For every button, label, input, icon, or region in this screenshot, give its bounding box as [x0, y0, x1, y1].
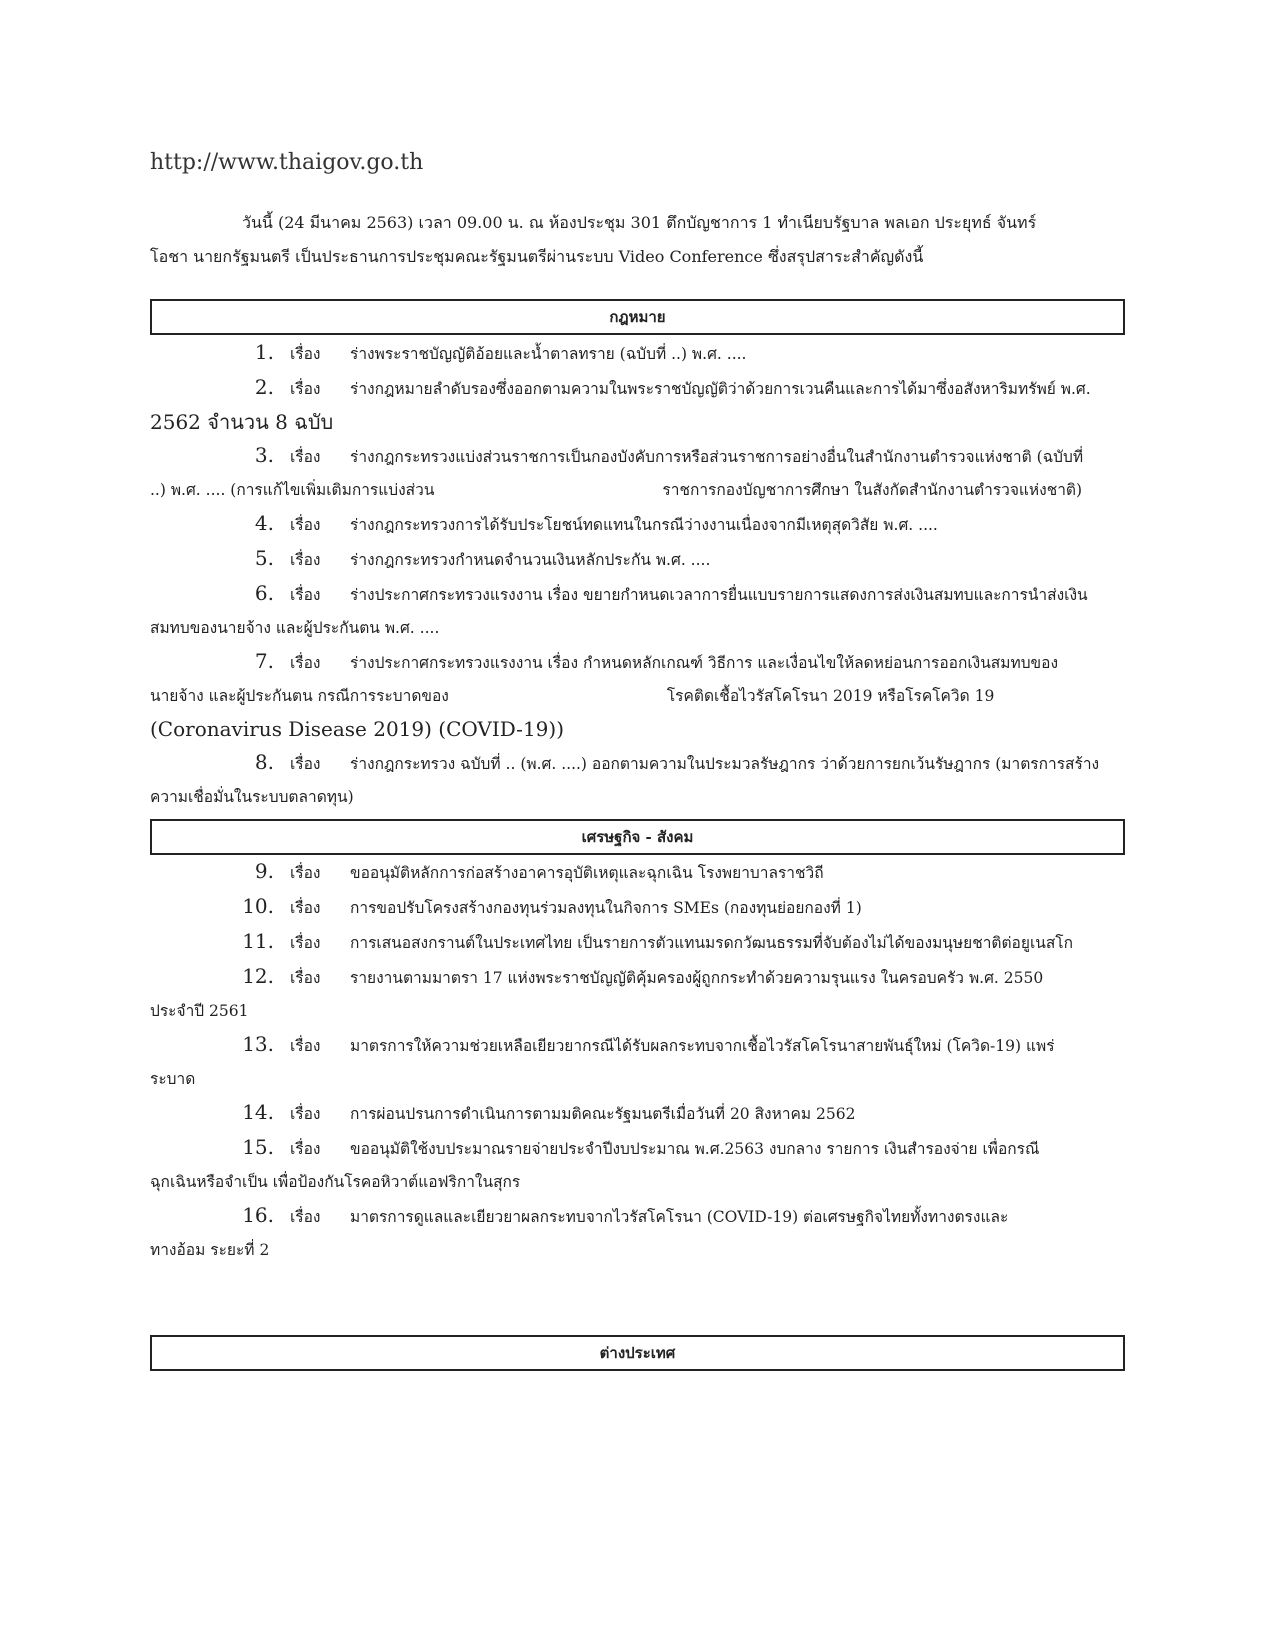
list-item: 7. เรื่อง ร่างประกาศกระทรวงแรงงาน เรื่อง กำหนดหลักเกณฑ์ วิธีการ และเงื่อนไขให้ลดหย่อนการออกเงินสมทบของ [254, 649, 1059, 673]
list-item-continuation: ฉุกเฉินหรือจำเป็น เพื่อป้องกันโรคอหิวาต์แอฟริกาในสุกร [150, 1173, 521, 1191]
law-list [150, 336, 1125, 814]
list-item: 16. เรื่อง มาตรการดูแลและเยียวยาผลกระทบจากไวรัสโคโรนา (COVID-19) ต่อเศรษฐกิจไทยทั้งทางตรงและ [242, 1203, 1009, 1227]
list-item: 13. เรื่อง มาตรการให้ความช่วยเหลือเยียวยากรณีได้รับผลกระทบจากเชื้อไวรัสโคโรนาสายพันธุ์ใหม่ (โควิด-19) แพร่ [242, 1032, 1055, 1056]
list-item: 10. เรื่อง การขอปรับโครงสร้างกองทุนร่วมลงทุนในกิจการ SMEs (กองทุนย่อยกองที่ 1) [242, 894, 862, 918]
list-item-continuation: ระบาด [150, 1070, 196, 1088]
list-item: 1. เรื่อง ร่างพระราชบัญญัติอ้อยและน้ำตาลทราย (ฉบับที่ ..) พ.ศ. .... [254, 340, 747, 364]
intro-line-1 [150, 206, 1120, 240]
list-item-continuation: นายจ้าง และผู้ประกันตน กรณีการระบาดของ โรคติดเชื้อไวรัสโคโรนา 2019 หรือโรคโควิด 19 [150, 687, 995, 705]
list-item-continuation: ทางอ้อม ระยะที่ 2 [150, 1241, 270, 1259]
list-item-continuation: ..) พ.ศ. .... (การแก้ไขเพิ่มเติมการแบ่งส่วน ราชการกองบัญชาการศึกษา ในสังกัดสำนักงานตำรวจแห่งชาติ) [150, 481, 1083, 499]
list-item: 14. เรื่อง การผ่อนปรนการดำเนินการตามมติคณะรัฐมนตรีเมื่อวันที่ 20 สิงหาคม 2562 [242, 1100, 856, 1124]
intro-line-2: โอชา นายกรัฐมนตรี เป็นประธานการประชุมคณะรัฐมนตรีผ่านระบบ Video Conference ซึ่งสรุปสาระสำคัญดังนี้ [150, 247, 924, 266]
list-item: 3. เรื่อง ร่างกฎกระทรวงแบ่งส่วนราชการเป็นกองบังคับการหรือส่วนราชการอย่างอื่นในสำนักงานตำรวจแห่งชาติ (ฉบับที่ [254, 443, 1084, 467]
list-item: 5. เรื่อง ร่างกฎกระทรวงกำหนดจำนวนเงินหลักประกัน พ.ศ. .... [254, 546, 711, 570]
econ-list [150, 855, 1125, 1267]
list-item-continuation: (Coronavirus Disease 2019) (COVID-19)) [150, 717, 564, 741]
section-header-econ: เศรษฐกิจ - สังคม [150, 819, 1125, 855]
list-item: 4. เรื่อง ร่างกฎกระทรวงการได้รับประโยชน์ทดแทนในกรณีว่างงานเนื่องจากมีเหตุสุดวิสัย พ.ศ. .... [254, 511, 938, 535]
list-item: 8. เรื่อง ร่างกฎกระทรวง ฉบับที่ .. (พ.ศ. ....) ออกตามความในประมวลรัษฎากร ว่าด้วยการยกเว้นรัษฎากร (มาตรการสร้าง [254, 750, 1100, 774]
list-item-continuation: ความเชื่อมั่นในระบบตลาดทุน) [150, 788, 354, 806]
intro-text-1: วันนี้ (24 มีนาคม 2563) เวลา 09.00 น. ณ ห้องประชุม 301 ตึกบัญชาการ 1 ทำเนียบรัฐบาล พลเอก ประยุทธ์ จันทร์ [242, 213, 1037, 232]
section-header-law: กฎหมาย [150, 299, 1125, 335]
list-item-continuation: ประจำปี 2561 [150, 1002, 249, 1020]
list-item: 9. เรื่อง ขออนุมัติหลักการก่อสร้างอาคารอุบัติเหตุและฉุกเฉิน โรงพยาบาลราชวิถี [254, 859, 824, 883]
list-item-continuation: 2562 จำนวน 8 ฉบับ [150, 410, 334, 434]
intro-paragraph [150, 206, 1120, 274]
list-item: 15. เรื่อง ขออนุมัติใช้งบประมาณรายจ่ายประจำปีงบประมาณ พ.ศ.2563 งบกลาง รายการ เงินสำรองจ่าย เพื่อกรณี [242, 1135, 1040, 1159]
list-item: 11. เรื่อง การเสนอสงกรานต์ในประเทศไทย เป็นรายการตัวแทนมรดกวัฒนธรรมที่จับต้องไม่ได้ของมนุษยชาติต่อยูเนสโก [242, 929, 1074, 953]
list-item: 2. เรื่อง ร่างกฎหมายลำดับรองซึ่งออกตามความในพระราชบัญญัติว่าด้วยการเวนคืนและการได้มาซึ่งอสังหาริมทรัพย์ พ.ศ. [254, 375, 1091, 399]
list-item: 12. เรื่อง รายงานตามมาตรา 17 แห่งพระราชบัญญัติคุ้มครองผู้ถูกกระทำด้วยความรุนแรง ในครอบครัว พ.ศ. 2550 [242, 964, 1044, 988]
section-header-foreign: ต่างประเทศ [150, 1335, 1125, 1371]
list-item-continuation: สมทบของนายจ้าง และผู้ประกันตน พ.ศ. .... [150, 619, 440, 637]
source-url[interactable]: http://www.thaigov.go.th [150, 150, 424, 175]
list-item: 6. เรื่อง ร่างประกาศกระทรวงแรงงาน เรื่อง ขยายกำหนดเวลาการยื่นแบบรายการแสดงการส่งเงินสมทบและการนำส่งเงิน [254, 581, 1088, 605]
